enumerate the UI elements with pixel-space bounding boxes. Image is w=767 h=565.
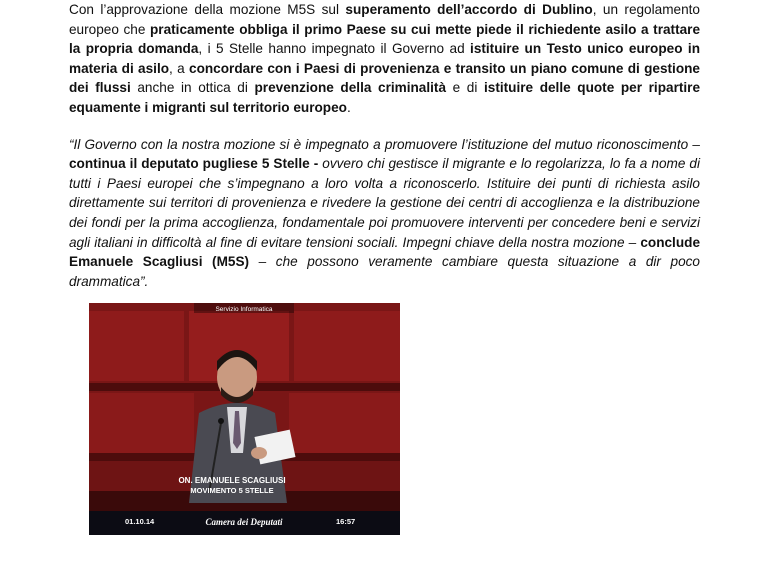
photo-illustration bbox=[89, 303, 400, 535]
speaker-party: Movimento 5 Stelle bbox=[190, 486, 274, 495]
paragraph-intro bbox=[69, 0, 700, 118]
bold-phrase: prevenzione della criminalità bbox=[254, 80, 447, 96]
speaker-name: On. Emanuele Scagliusi bbox=[178, 476, 286, 485]
text-run: . bbox=[346, 99, 351, 115]
video-date: 01.10.14 bbox=[125, 517, 155, 526]
text-run: anche in ottica di bbox=[130, 80, 255, 96]
text-run: – che possono veramente cambiare questa situazione a dir poco drammatica”. bbox=[69, 254, 700, 289]
text-run: e di bbox=[446, 80, 484, 96]
bold-phrase: istituire delle quote per ripartire equamente i migranti sul territorio europeo bbox=[69, 80, 701, 115]
bold-phrase: istituire un Testo unico europeo in materia di asilo bbox=[69, 41, 700, 76]
bold-phrase: superamento dell’accordo di Dublino bbox=[345, 2, 593, 17]
photo-top-caption: Servizio Informatica bbox=[215, 306, 273, 313]
bold-phrase: concordare con i Paesi di provenienza e transito un piano comune di gestione dei flussi bbox=[69, 60, 700, 96]
bold-phrase: continua il deputato pugliese 5 Stelle - bbox=[69, 156, 319, 172]
text-run: “Il Governo con la nostra mozione si è impegnato a promuovere l’istituzione del mutuo riconoscimento – bbox=[69, 136, 700, 152]
text-run: , i 5 Stelle hanno impegnato il Governo ad bbox=[198, 41, 471, 57]
bold-phrase: conclude Emanuele Scagliusi (M5S) bbox=[69, 234, 700, 270]
text-run: Con l’approvazione della mozione M5S sul bbox=[69, 2, 346, 17]
video-time: 16:57 bbox=[336, 517, 356, 526]
paragraph-quote bbox=[69, 135, 700, 292]
chamber-logo-text: Camera dei Deputati bbox=[205, 517, 283, 527]
text-run: , un regolamento europeo che bbox=[69, 2, 700, 37]
bold-phrase: praticamente obbliga il primo Paese su cui mette piede il richiedente asilo a trattare la propria domanda bbox=[69, 21, 701, 57]
text-run: , a bbox=[169, 60, 190, 76]
video-still-photo bbox=[89, 303, 400, 535]
article-body bbox=[69, 0, 700, 291]
text-run: ovvero chi gestisce il migrante e lo regolarizza, lo fa a nome di tutti i Paesi europei che s’impegnano a loro volta a riconoscerlo. Istituire dei punti di richiesta asilo direttamente sui territori di provenienza e rivedere la gestione dei centri di accoglienza e la distribuzione dei fondi per la prima accoglienza, fondamentale poi promuovere interventi per concedere beni e servizi agli italiani in difficoltà al fine di evitare tensioni sociali. Impegni chiave della nostra mozione – bbox=[69, 156, 700, 250]
